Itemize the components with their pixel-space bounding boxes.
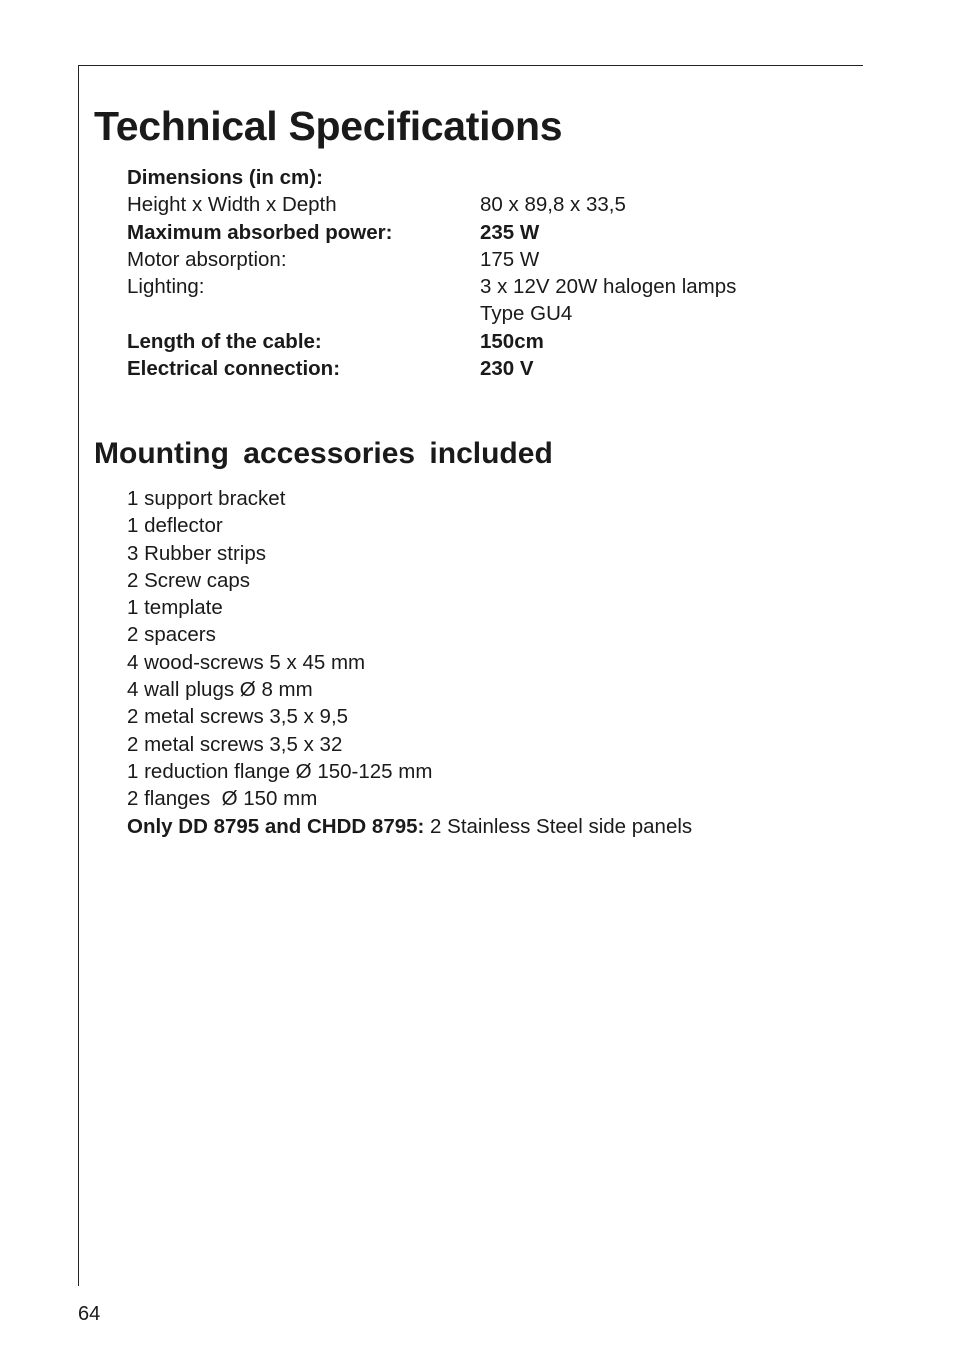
- accessories-heading: Mounting accessories included: [94, 437, 553, 470]
- page-number: 64: [78, 1303, 101, 1325]
- dimensions-heading: [127, 164, 827, 191]
- list-item: 2 spacers: [127, 623, 216, 647]
- list-item: 2 metal screws 3,5 x 9,5: [127, 705, 349, 729]
- spec-row-motor: [127, 246, 827, 273]
- spec-value: Type GU4: [480, 302, 573, 326]
- accessories-list: [127, 485, 692, 840]
- frame-left-rule: [78, 65, 79, 1286]
- list-item: 1 reduction flange Ø 150-125 mm: [127, 759, 433, 783]
- spec-value: 175 W: [480, 247, 540, 271]
- frame-top-rule: [78, 65, 863, 66]
- spec-label: Lighting:: [127, 275, 205, 299]
- spec-label: Length of the cable:: [127, 329, 322, 353]
- page-title: Technical Specifications: [94, 103, 563, 149]
- model-note: [127, 813, 692, 840]
- spec-label: [127, 300, 480, 327]
- spec-label: Height x Width x Depth: [127, 193, 337, 217]
- specifications-table: [127, 164, 827, 382]
- spec-row-lighting-type: [127, 300, 827, 327]
- list-item: 4 wood-screws 5 x 45 mm: [127, 650, 366, 674]
- spec-row-lighting: [127, 273, 827, 300]
- spec-row-dimensions: [127, 191, 827, 218]
- list-item: 2 Screw caps: [127, 568, 251, 592]
- spec-row-max-power: [127, 219, 827, 246]
- spec-label: Motor absorption:: [127, 247, 287, 271]
- spec-row-cable-length: [127, 328, 827, 355]
- spec-value: 230 V: [480, 357, 534, 381]
- list-item: 2 metal screws 3,5 x 32: [127, 732, 343, 756]
- list-item: 1 deflector: [127, 514, 223, 538]
- spec-value: 235 W: [480, 220, 540, 244]
- model-note-text: 2 Stainless Steel side panels: [424, 814, 693, 838]
- list-item: 1 support bracket: [127, 487, 286, 510]
- list-item: 2 flanges Ø 150 mm: [127, 787, 318, 811]
- list-item: 3 Rubber strips: [127, 541, 267, 565]
- list-item: 4 wall plugs Ø 8 mm: [127, 678, 313, 702]
- spec-value: 150cm: [480, 329, 544, 353]
- spec-value: 3 x 12V 20W halogen lamps: [480, 275, 737, 299]
- list-item: 1 template: [127, 596, 223, 620]
- spec-value: 80 x 89,8 x 33,5: [480, 193, 626, 217]
- model-note-label: Only DD 8795 and CHDD 8795:: [127, 814, 425, 838]
- spec-label: Maximum absorbed power:: [127, 220, 393, 244]
- dimensions-heading-label: Dimensions (in cm):: [127, 166, 323, 189]
- spec-label: Electrical connection:: [127, 357, 341, 381]
- spec-row-electrical: [127, 355, 827, 382]
